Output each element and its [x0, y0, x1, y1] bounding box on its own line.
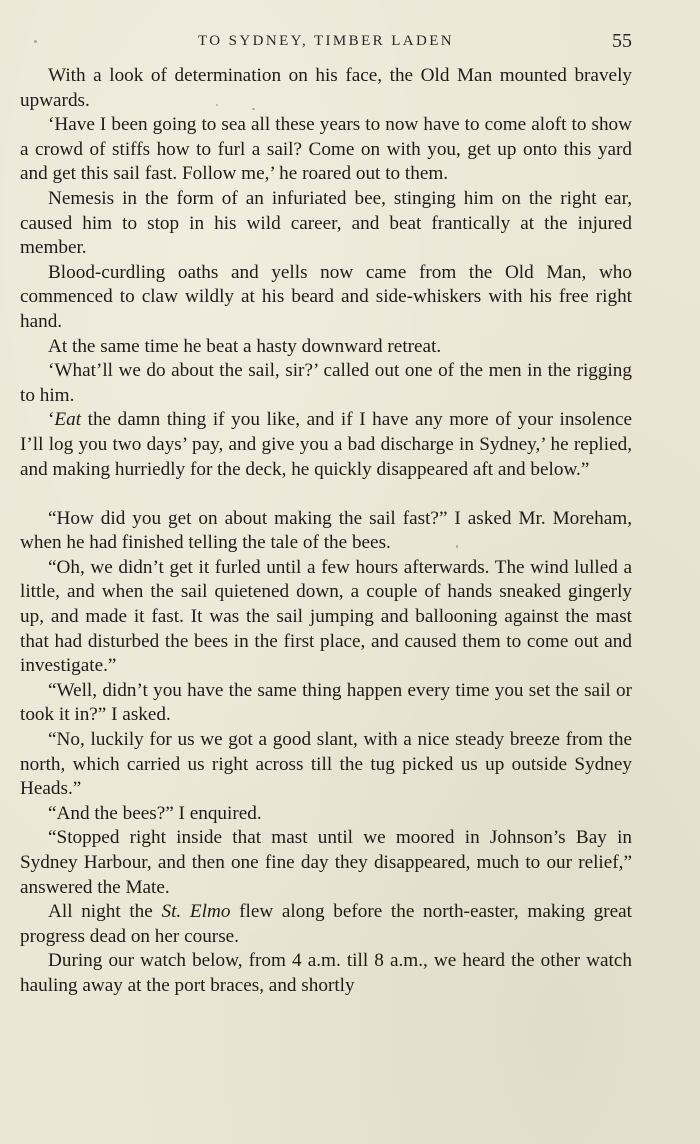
paragraph: “And the bees?” I enquired. — [48, 802, 262, 824]
paragraph: Blood-curdling oaths and yells now came from the Old Man, who commenced to claw wildly at his beard and side-whiskers with his free right hand. — [20, 261, 632, 332]
page-header — [20, 30, 632, 56]
paragraph: “Stopped right inside that mast until we moored in Johnson’s Bay in Sydney Harbour, and then one fine day they disappeared, much to our relief,” answered the Mate. — [20, 827, 632, 898]
italic-text: Eat — [54, 409, 82, 431]
paragraph: “No, luckily for us we got a good slant, with a nice steady breeze from the north, which carried us right across till the tug picked us up outside Sydney Heads.” — [20, 729, 632, 800]
paper-speck — [216, 104, 218, 106]
paragraph: Nemesis in the form of an infuriated bee, stinging him on the right ear, caused him to stop in his wild career, and beat frantically at the injured member. — [20, 187, 632, 259]
paragraph: “Oh, we didn’t get it furled until a few hours afterwards. The wind lulled a little, and when the sail quietened down, a couple of hands sneaked gingerly up, and made it fast. It was the sail jumping and ballooning against the mast that had disturbed the bees in the first place, and caused them to come out and investigate.” — [20, 556, 632, 677]
page-number: 55 — [612, 30, 632, 52]
paragraph: “Well, didn’t you have the same thing happen every time you set the sail or took it in?” I asked. — [20, 679, 632, 726]
paragraph: “How did you get on about making the sail fast?” I asked Mr. Moreham, when he had finished telling the tale of the bees. — [20, 507, 632, 554]
paragraph: ‘What’ll we do about the sail, sir?’ called out one of the men in the rigging to him. — [20, 360, 632, 406]
italic-text: St. Elmo — [161, 901, 231, 923]
paper-speck — [34, 40, 37, 43]
paper-speck — [456, 545, 458, 548]
body-text — [20, 64, 632, 999]
paragraph: At the same time he beat a hasty downward retreat. — [48, 335, 442, 357]
paragraph: ‘Eat the damn thing if you like, and if I have any more of your insolence I’ll log you two days’ pay, and give you a bad discharge in Sydney,’ he replied, and making hurriedly for the deck, he quickly disappeared aft and below.” — [20, 409, 632, 480]
paragraph: With a look of determination on his face, the Old Man mounted bravely upwards. — [20, 65, 632, 111]
running-head: TO SYDNEY, TIMBER LADEN — [197, 33, 455, 49]
paragraph: ‘Have I been going to sea all these years to now have to come aloft to show a crowd of stiffs how to furl a sail? Come on with you, get up onto this yard and get this sail fast. Follow me,’ he roared out to them. — [20, 114, 632, 185]
paper-speck — [252, 108, 255, 110]
paragraph: All night the St. Elmo flew along before the north-easter, making great progress dead on her course. — [20, 901, 633, 947]
paragraph: During our watch below, from 4 a.m. till 8 a.m., we heard the other watch hauling away at the port braces, and shortly — [20, 950, 632, 996]
